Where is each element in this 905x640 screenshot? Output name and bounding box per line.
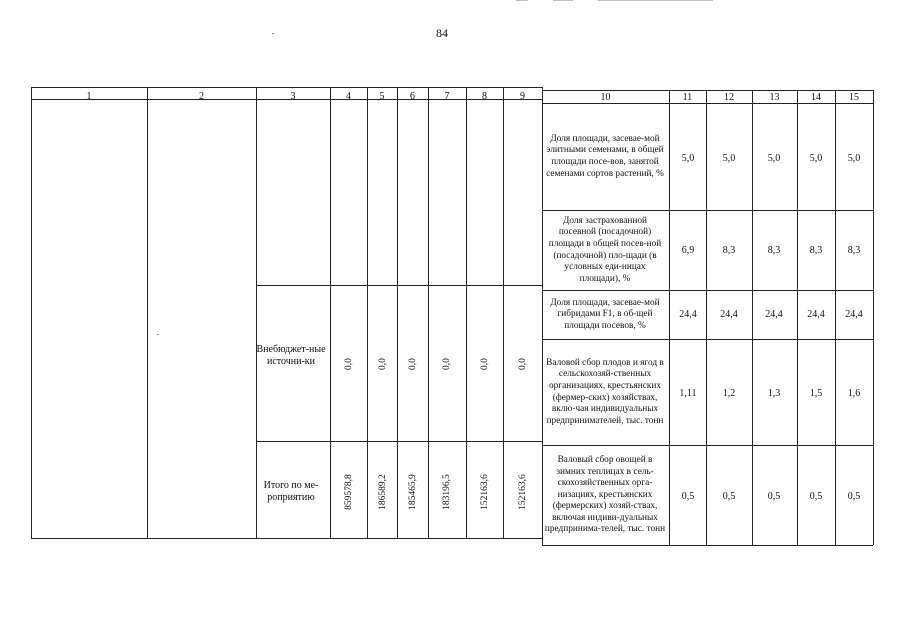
column-number: 2: [199, 91, 204, 102]
funding-value: 185465,9: [408, 474, 418, 510]
indicator-name: Валовой сбор плодов и ягод в сельскохозяй-ственных организациях, крестьянских (фермер-ских) хозяйствах, вклю-чая индивидуальных предпринимателей, тыс. тонн: [546, 357, 664, 426]
target-value: 5,0: [847, 153, 861, 164]
column-number: 3: [290, 91, 296, 102]
column-number: 11: [682, 92, 693, 103]
column-number: 14: [811, 92, 821, 103]
target-value: 5,0: [809, 153, 823, 164]
target-value: 1,11: [679, 388, 697, 399]
funding-value: 0,0: [480, 358, 490, 370]
funding-value: 183196,5: [442, 474, 452, 510]
indicator-name: Доля застрахованной посевной (посадочной) площади в общей посев-ной (посадочной) пло-щади (в условных еди-ницах площади), %: [548, 215, 662, 284]
target-value: 8,3: [847, 245, 861, 256]
scan-speck: [272, 33, 274, 34]
column-number: 15: [849, 92, 859, 103]
column-number: 9: [520, 91, 525, 102]
target-value: 1,6: [847, 388, 861, 399]
column-number: 7: [444, 91, 450, 102]
target-value: 24,4: [720, 309, 738, 320]
target-value: 0,5: [847, 491, 861, 502]
funding-value: 152163,6: [480, 474, 490, 510]
column-number: 5: [379, 91, 385, 102]
target-value: 6,9: [681, 245, 695, 256]
column-number: 4: [346, 91, 351, 102]
target-value: 24,4: [845, 309, 863, 320]
column-number: 13: [769, 92, 780, 103]
target-value: 8,3: [809, 245, 823, 256]
scan-mark: [553, 0, 573, 1]
indicator-name: Доля площади, засевае-мой гибридами F1, в об-щей площади посевов, %: [550, 297, 660, 331]
target-value: 0,5: [722, 491, 736, 502]
indicator-name: Валовый сбор овощей в зимних теплицах в сель-скохозяйственных орга-низациях, крестьянских (фермерских) хозяй-ствах, включая индиви-дуальных предпринима-телей, тыс. тонн: [544, 454, 666, 535]
funding-source-label: Итого по ме-роприятию: [263, 480, 319, 503]
column-number: 10: [600, 92, 611, 103]
target-value: 24,4: [807, 309, 825, 320]
target-value: 24,4: [765, 309, 783, 320]
scan-mark: [598, 0, 713, 1]
target-value: 5,0: [722, 153, 736, 164]
target-value: 24,4: [679, 309, 697, 320]
funding-value: 859578,8: [344, 474, 354, 510]
column-number: 6: [410, 91, 415, 102]
funding-value: 0,0: [378, 358, 388, 370]
target-value: 1,3: [767, 388, 781, 399]
target-value: 8,3: [767, 245, 781, 256]
column-number: 1: [86, 91, 92, 102]
funding-value: 0,0: [442, 358, 452, 370]
target-value: 5,0: [681, 153, 695, 164]
scan-speck: [157, 334, 159, 335]
funding-source-label: Внебюджет-ные источни-ки: [256, 344, 326, 367]
target-value: 1,2: [722, 388, 736, 399]
target-value: 1,5: [809, 388, 823, 399]
funding-value: 152163,6: [518, 474, 528, 510]
scan-mark: [516, 0, 528, 1]
target-value: 0,5: [681, 491, 695, 502]
funding-value: 0,0: [408, 358, 418, 370]
funding-value: 186589,2: [378, 474, 388, 510]
funding-value: 0,0: [518, 358, 528, 370]
page-number: 84: [436, 26, 448, 40]
target-value: 8,3: [722, 245, 736, 256]
target-value: 5,0: [767, 153, 781, 164]
target-value: 0,5: [767, 491, 781, 502]
target-value: 0,5: [809, 491, 823, 502]
indicator-name: Доля площади, засевае-мой элитными семенами, в общей площади посе-вов, занятой семенами сортов растений, %: [546, 133, 664, 179]
column-number: 12: [724, 92, 734, 103]
column-number: 8: [482, 91, 487, 102]
funding-value: 0,0: [344, 358, 354, 370]
